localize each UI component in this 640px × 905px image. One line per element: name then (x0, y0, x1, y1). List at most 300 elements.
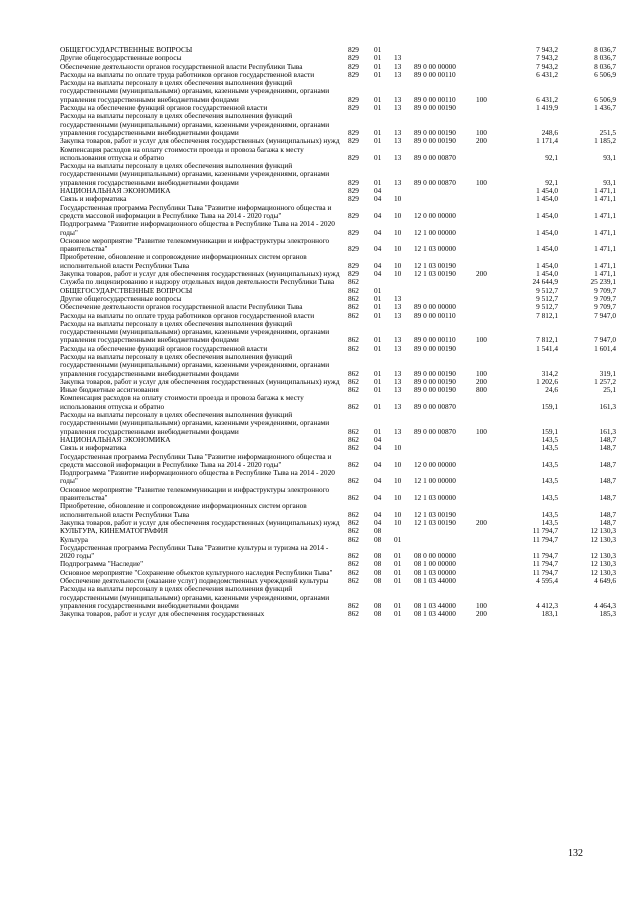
row-amount-year-1: 1 454,0 (536, 269, 558, 279)
row-expense-type-code: 100 (476, 600, 487, 610)
row-amount-year-2: 148,7 (599, 476, 616, 486)
row-target-article-code (414, 46, 476, 54)
row-amount-year-2: 148,7 (599, 459, 616, 469)
row-amount-year-2: 93,1 (603, 177, 616, 187)
row-expense-type-code (476, 295, 500, 303)
row-amount-year-1: 92,1 (545, 177, 558, 187)
row-target-article-code: 89 0 00 00870 (414, 401, 456, 411)
row-amount-year-1: 7 812,1 (536, 335, 558, 345)
row-amount-year-2: 12 130,3 (590, 526, 616, 536)
row-target-article-code (414, 527, 476, 535)
row-subsection-code: 01 (394, 600, 402, 610)
table-row (60, 353, 616, 378)
row-amount-year-2: 4 649,6 (594, 576, 616, 585)
row-expense-type-code (476, 486, 500, 503)
row-amount-year-1: 248,6 (541, 127, 558, 137)
row-ved-code: 862 (348, 385, 359, 395)
row-name: Расходы на выплаты персоналу в целях обеспечения выполнения функций государственными (муниципальными) органами, казенными учреждениями, органами управления государственными внебюджетными фондами (60, 584, 330, 610)
row-target-article-code: 89 0 00 00870 (414, 152, 456, 162)
row-ved-code: 829 (348, 69, 359, 79)
row-target-article-code: 12 1 03 00190 (414, 269, 456, 279)
row-target-article-code: 12 1 00 00000 (414, 476, 456, 486)
row-target-article-code: 89 0 00 00870 (414, 426, 456, 436)
row-target-article-code: 12 0 00 00000 (414, 210, 456, 220)
row-target-article-code (414, 536, 476, 544)
row-amount-year-1: 1 454,0 (536, 227, 558, 237)
row-target-article-code: 08 1 03 44000 (414, 600, 456, 610)
row-section-code: 01 (374, 368, 382, 378)
row-expense-type-code (476, 146, 500, 163)
row-name: Основное мероприятие "Развитие телекоммуникации и инфраструктуры электронного правительства" (60, 484, 330, 503)
row-amount-year-2: 185,3 (599, 609, 616, 619)
row-target-article-code: 12 1 03 00000 (414, 244, 456, 254)
row-amount-year-2: 1 257,2 (594, 376, 616, 386)
row-section-code: 04 (374, 210, 382, 220)
table-row (60, 220, 616, 237)
row-section-code: 04 (374, 227, 382, 237)
row-expense-type-code (476, 394, 500, 411)
row-amount-year-2: 1 471,1 (594, 260, 616, 270)
row-amount-year-2: 319,1 (599, 368, 616, 378)
row-name: Расходы на выплаты персоналу в целях обеспечения выполнения функций государственными (муниципальными) органами, казенными учреждениями, органами управления государственными внебюджетными фондами (60, 351, 330, 378)
row-target-article-code: 12 1 03 00190 (414, 517, 456, 527)
row-name: Иные бюджетные ассигнования (60, 385, 159, 395)
row-expense-type-code: 100 (476, 335, 487, 345)
row-target-article-code (414, 195, 476, 203)
row-ved-code: 829 (348, 194, 359, 204)
row-amount-year-2: 7 947,0 (594, 310, 616, 320)
table-row (60, 453, 616, 470)
row-amount-year-1: 1 202,6 (536, 376, 558, 386)
row-amount-year-1: 183,1 (541, 609, 558, 619)
row-subsection-code: 13 (394, 69, 402, 79)
row-amount-year-1: 143,5 (541, 493, 558, 503)
row-amount-year-1: 143,5 (541, 434, 558, 444)
row-amount-year-2: 8 036,7 (594, 45, 616, 54)
row-subsection-code: 10 (394, 260, 402, 270)
row-amount-year-2: 12 130,3 (590, 551, 616, 561)
row-expense-type-code: 200 (476, 609, 487, 619)
row-target-article-code: 12 1 03 00190 (414, 260, 456, 270)
row-amount-year-1: 4 412,3 (536, 600, 558, 610)
row-amount-year-1: 6 431,2 (536, 69, 558, 79)
row-subsection-code: 13 (394, 385, 402, 395)
table-row (60, 610, 616, 618)
budget-table-body (60, 46, 616, 618)
row-ved-code: 862 (348, 293, 359, 303)
row-subsection-code: 13 (394, 368, 402, 378)
row-ved-code: 862 (348, 335, 359, 345)
row-subsection-code: 01 (394, 559, 402, 569)
table-row (60, 204, 616, 221)
row-subsection-code: 10 (394, 244, 402, 254)
row-amount-year-1: 11 794,7 (532, 567, 558, 577)
row-amount-year-1: 11 794,7 (532, 534, 558, 544)
row-expense-type-code: 100 (476, 426, 487, 436)
row-expense-type-code (476, 204, 500, 221)
row-target-article-code (414, 287, 476, 295)
row-ved-code: 862 (348, 534, 359, 544)
row-subsection-code: 13 (394, 426, 402, 436)
row-target-article-code: 89 0 00 00190 (414, 136, 456, 146)
row-section-code: 01 (374, 127, 382, 137)
row-subsection-code: 13 (394, 335, 402, 345)
row-section-code: 08 (374, 559, 382, 569)
row-subsection-code: 13 (394, 401, 402, 411)
row-expense-type-code (476, 569, 500, 577)
row-subsection-code: 13 (394, 152, 402, 162)
row-subsection-code: 10 (394, 459, 402, 469)
table-row (60, 502, 616, 519)
row-target-article-code: 08 1 03 44000 (414, 576, 456, 585)
row-amount-year-1: 143,5 (541, 459, 558, 469)
row-section-code: 08 (374, 600, 382, 610)
row-section-code: 01 (374, 401, 382, 411)
row-ved-code: 829 (348, 136, 359, 146)
row-name: Обеспечение деятельности органов государственной власти Республики Тыва (60, 61, 303, 71)
row-ved-code: 862 (348, 459, 359, 469)
row-expense-type-code (476, 54, 500, 62)
row-ved-code: 862 (348, 609, 359, 619)
row-amount-year-2: 1 185,2 (594, 136, 616, 146)
row-target-article-code: 89 0 00 00190 (414, 368, 456, 378)
row-name: Расходы на выплаты по оплате труда работников органов государственной власти (60, 69, 315, 79)
row-amount-year-2: 4 464,3 (594, 600, 616, 610)
row-name: Расходы на выплаты персоналу в целях обеспечения выполнения функций государственными (муниципальными) органами, казенными учреждениями, органами управления государственными внебюджетными фондами (60, 318, 330, 345)
row-amount-year-2: 251,5 (599, 127, 616, 137)
row-name: ОБЩЕГОСУДАРСТВЕННЫЕ ВОПРОСЫ (60, 45, 193, 54)
row-ved-code: 829 (348, 227, 359, 237)
row-name: НАЦИОНАЛЬНАЯ ЭКОНОМИКА (60, 434, 171, 444)
row-expense-type-code (476, 104, 500, 112)
row-target-article-code (414, 187, 476, 195)
row-amount-year-2: 1 471,1 (594, 194, 616, 204)
row-section-code: 01 (374, 94, 382, 104)
row-ved-code: 862 (348, 600, 359, 610)
row-amount-year-1: 4 595,4 (536, 576, 558, 585)
row-section-code: 01 (374, 152, 382, 162)
row-expense-type-code (476, 444, 500, 452)
row-ved-code: 862 (348, 526, 359, 536)
table-row (60, 411, 616, 436)
row-subsection-code: 10 (394, 269, 402, 279)
row-expense-type-code (476, 453, 500, 470)
row-expense-type-code (476, 237, 500, 254)
row-amount-year-1: 7 812,1 (536, 310, 558, 320)
row-amount-year-1: 24 644,9 (532, 277, 558, 287)
row-ved-code: 829 (348, 177, 359, 187)
row-section-code: 01 (374, 302, 382, 312)
row-amount-year-2: 7 947,0 (594, 335, 616, 345)
row-target-article-code: 89 0 00 00190 (414, 376, 456, 386)
table-row (60, 79, 616, 104)
row-amount-year-1: 6 431,2 (536, 94, 558, 104)
table-row (60, 187, 616, 195)
row-ved-code: 829 (348, 127, 359, 137)
row-amount-year-1: 7 943,2 (536, 53, 558, 63)
row-name: Закупка товаров, работ и услуг для обеспечения государственных (60, 609, 265, 619)
row-amount-year-1: 7 943,2 (536, 45, 558, 54)
row-ved-code: 829 (348, 186, 359, 196)
row-target-article-code: 08 1 03 00000 (414, 567, 456, 577)
row-section-code: 08 (374, 567, 382, 577)
row-ved-code: 862 (348, 443, 359, 453)
row-ved-code: 862 (348, 368, 359, 378)
row-amount-year-2: 9 709,7 (594, 293, 616, 303)
row-ved-code: 862 (348, 426, 359, 436)
row-subsection-code: 10 (394, 227, 402, 237)
row-target-article-code: 89 0 00 00110 (414, 310, 456, 320)
row-subsection-code: 13 (394, 302, 402, 312)
row-amount-year-1: 1 171,4 (536, 136, 558, 146)
row-expense-type-code (476, 536, 500, 544)
row-subsection-code: 10 (394, 194, 402, 204)
row-expense-type-code (476, 195, 500, 203)
table-row (60, 469, 616, 486)
row-target-article-code: 08 0 00 00000 (414, 551, 456, 561)
row-ved-code: 862 (348, 434, 359, 444)
row-name: Подпрограмма "Наследие" (60, 559, 144, 569)
row-section-code: 04 (374, 517, 382, 527)
row-expense-type-code (476, 253, 500, 270)
budget-table (60, 46, 616, 618)
row-section-code: 01 (374, 53, 382, 63)
row-amount-year-2: 1 471,1 (594, 227, 616, 237)
row-name: КУЛЬТУРА, КИНЕМАТОГРАФИЯ (60, 526, 168, 536)
row-expense-type-code (476, 560, 500, 568)
row-subsection-code: 01 (394, 551, 402, 561)
row-expense-type-code: 800 (476, 385, 487, 395)
row-amount-year-1: 1 454,0 (536, 210, 558, 220)
row-target-article-code (414, 278, 476, 286)
row-subsection-code: 01 (394, 534, 402, 544)
row-name: Обеспечение деятельности органов государственной власти Республики Тыва (60, 302, 303, 312)
row-name: Закупка товаров, работ и услуг для обеспечения государственных (муниципальных) нужд (60, 376, 340, 386)
row-target-article-code: 89 0 00 00110 (414, 69, 456, 79)
row-subsection-code: 13 (394, 343, 402, 353)
row-section-code: 01 (374, 103, 382, 113)
row-ved-code: 829 (348, 53, 359, 63)
row-target-article-code: 89 0 00 00190 (414, 103, 456, 113)
row-target-article-code: 12 1 03 00000 (414, 493, 456, 503)
row-name: Приобретение, обновление и сопровождение информационных систем органов исполнительной власти Республики Тыва (60, 501, 307, 519)
row-amount-year-1: 1 454,0 (536, 194, 558, 204)
row-section-code: 08 (374, 609, 382, 619)
row-amount-year-1: 143,5 (541, 443, 558, 453)
row-ved-code: 829 (348, 94, 359, 104)
table-row (60, 544, 616, 561)
row-ved-code: 862 (348, 576, 359, 585)
row-subsection-code (394, 278, 414, 286)
row-section-code: 01 (374, 385, 382, 395)
row-target-article-code: 12 1 00 00000 (414, 227, 456, 237)
row-section-code: 01 (374, 343, 382, 353)
row-subsection-code: 13 (394, 177, 402, 187)
row-ved-code: 862 (348, 277, 359, 287)
row-ved-code: 862 (348, 559, 359, 569)
row-amount-year-2: 148,7 (599, 517, 616, 527)
row-amount-year-1: 92,1 (545, 152, 558, 162)
row-amount-year-2: 1 471,1 (594, 186, 616, 196)
row-section-code: 04 (374, 260, 382, 270)
row-expense-type-code: 100 (476, 368, 487, 378)
row-amount-year-2: 6 506,9 (594, 69, 616, 79)
row-expense-type-code: 200 (476, 517, 487, 527)
row-subsection-code: 01 (394, 609, 402, 619)
row-expense-type-code (476, 187, 500, 195)
row-section-code: 08 (374, 534, 382, 544)
row-ved-code: 862 (348, 493, 359, 503)
row-name: Основное мероприятие "Сохранение объектов культурного наследия Республики Тыва" (60, 567, 333, 577)
row-section-code: 08 (374, 551, 382, 561)
table-row (60, 436, 616, 444)
row-section-code: 01 (374, 69, 382, 79)
row-expense-type-code: 100 (476, 94, 487, 104)
row-expense-type-code (476, 544, 500, 561)
table-row (60, 112, 616, 137)
row-section-code: 04 (374, 459, 382, 469)
row-amount-year-1: 9 512,7 (536, 302, 558, 312)
row-amount-year-2: 148,7 (599, 434, 616, 444)
table-row (60, 320, 616, 345)
row-name: Расходы на выплаты персоналу в целях обеспечения выполнения функций государственными (муниципальными) органами, казенными учреждениями, органами управления государственными внебюджетными фондами (60, 78, 330, 104)
row-amount-year-1: 159,1 (541, 426, 558, 436)
row-section-code: 01 (374, 335, 382, 345)
row-expense-type-code (476, 46, 500, 54)
row-expense-type-code: 200 (476, 136, 487, 146)
row-subsection-code: 10 (394, 509, 402, 519)
table-row (60, 394, 616, 411)
row-subsection-code: 13 (394, 103, 402, 113)
row-amount-year-2: 6 506,9 (594, 94, 616, 104)
row-name: Государственная программа Республики Тыва "Развитие культуры и туризма на 2014 - 2020 годы" (60, 542, 329, 561)
row-ved-code: 862 (348, 567, 359, 577)
row-expense-type-code (476, 502, 500, 519)
table-row (60, 146, 616, 163)
row-amount-year-1: 9 512,7 (536, 285, 558, 295)
row-amount-year-1: 7 943,2 (536, 61, 558, 71)
row-name: Компенсация расходов на оплату стоимости проезда и провоза багажа к месту использования отпуска и обратно (60, 393, 304, 411)
row-amount-year-2: 148,7 (599, 509, 616, 519)
table-row (60, 237, 616, 254)
row-subsection-code: 13 (394, 376, 402, 386)
row-expense-type-code: 100 (476, 177, 487, 187)
row-expense-type-code (476, 287, 500, 295)
row-ved-code: 862 (348, 551, 359, 561)
row-target-article-code: 08 1 03 44000 (414, 609, 456, 619)
row-amount-year-2: 1 471,1 (594, 210, 616, 220)
row-expense-type-code (476, 469, 500, 486)
row-ved-code: 829 (348, 260, 359, 270)
table-row (60, 585, 616, 610)
row-amount-year-2: 8 036,7 (594, 53, 616, 63)
row-amount-year-2: 148,7 (599, 443, 616, 453)
row-name: Приобретение, обновление и сопровождение информационных систем органов исполнительной власти Республики Тыва (60, 252, 307, 270)
row-target-article-code (414, 444, 476, 452)
row-name: Связь и информатика (60, 194, 127, 204)
row-amount-year-2: 161,3 (599, 401, 616, 411)
row-subsection-code: 13 (394, 293, 402, 303)
row-ved-code: 862 (348, 476, 359, 486)
row-amount-year-2: 12 130,3 (590, 534, 616, 544)
row-name: Компенсация расходов на оплату стоимости проезда и провоза багажа к месту использования отпуска и обратно (60, 144, 304, 162)
row-target-article-code: 12 1 03 00190 (414, 509, 456, 519)
row-name: Культура (60, 534, 88, 544)
row-name: Другие общегосударственные вопросы (60, 293, 182, 303)
row-ved-code: 829 (348, 152, 359, 162)
row-expense-type-code (476, 220, 500, 237)
row-name: Расходы на выплаты по оплате труда работников органов государственной власти (60, 310, 315, 320)
row-name: Основное мероприятие "Развитие телекоммуникации и инфраструктуры электронного правительства" (60, 235, 330, 254)
row-subsection-code: 13 (394, 61, 402, 71)
row-name: Подпрограмма "Развитие информационного общества в Республике Тыва на 2014 - 2020 годы" (60, 468, 335, 486)
row-section-code: 04 (374, 493, 382, 503)
row-ved-code: 862 (348, 517, 359, 527)
row-ved-code: 829 (348, 61, 359, 71)
row-name: НАЦИОНАЛЬНАЯ ЭКОНОМИКА (60, 186, 171, 196)
row-amount-year-2: 8 036,7 (594, 61, 616, 71)
row-name: Подпрограмма "Развитие информационного общества в Республике Тыва на 2014 - 2020 годы" (60, 219, 335, 237)
row-section-code: 04 (374, 186, 382, 196)
row-amount-year-1: 1 454,0 (536, 244, 558, 254)
row-section-code: 04 (374, 244, 382, 254)
row-amount-year-1: 1 419,9 (536, 103, 558, 113)
row-expense-type-code (476, 312, 500, 320)
row-ved-code: 829 (348, 269, 359, 279)
row-amount-year-2: 1 471,1 (594, 244, 616, 254)
row-name: Закупка товаров, работ и услуг для обеспечения государственных (муниципальных) нужд (60, 269, 340, 279)
row-name: Другие общегосударственные вопросы (60, 53, 182, 63)
row-amount-year-2: 148,7 (599, 493, 616, 503)
row-name: Государственная программа Республики Тыва "Развитие информационного общества и средств массовой информации в Республике Тыва на 2014 - 2020 годы" (60, 451, 332, 469)
row-name: Государственная программа Республики Тыва "Развитие информационного общества и средств массовой информации в Республике Тыва на 2014 - 2020 годы" (60, 202, 332, 220)
row-amount-year-2: 12 130,3 (590, 567, 616, 577)
row-section-code: 04 (374, 434, 382, 444)
row-ved-code: 829 (348, 103, 359, 113)
row-subsection-code: 01 (394, 576, 402, 585)
row-ved-code: 862 (348, 401, 359, 411)
row-subsection-code: 10 (394, 493, 402, 503)
table-row (60, 253, 616, 270)
row-ved-code: 862 (348, 285, 359, 295)
row-target-article-code: 08 1 00 00000 (414, 559, 456, 569)
row-subsection-code: 01 (394, 567, 402, 577)
row-amount-year-2: 1 436,7 (594, 103, 616, 113)
row-name: Служба по лицензированию и надзору отдельных видов деятельности Республики Тыва (60, 277, 335, 287)
row-amount-year-2: 161,3 (599, 426, 616, 436)
row-expense-type-code (476, 63, 500, 71)
row-section-code: 01 (374, 426, 382, 436)
row-section-code: 04 (374, 509, 382, 519)
row-amount-year-1: 314,2 (541, 368, 558, 378)
row-name: Расходы на обеспечение функций органов государственной власти (60, 343, 268, 353)
row-section-code: 01 (374, 61, 382, 71)
row-target-article-code: 12 0 00 00000 (414, 459, 456, 469)
row-ved-code: 829 (348, 45, 359, 54)
row-amount-year-2: 93,1 (603, 152, 616, 162)
row-name: Расходы на обеспечение функций органов государственной власти (60, 103, 268, 113)
row-section-code: 04 (374, 269, 382, 279)
table-row (60, 486, 616, 503)
table-row (60, 162, 616, 187)
page-number: 132 (568, 848, 583, 859)
row-name: Закупка товаров, работ и услуг для обеспечения государственных (муниципальных) нужд (60, 136, 340, 146)
row-ved-code: 829 (348, 210, 359, 220)
row-amount-year-2: 25 239,1 (590, 277, 616, 287)
row-subsection-code: 10 (394, 476, 402, 486)
row-section-code: 01 (374, 293, 382, 303)
row-subsection-code: 10 (394, 210, 402, 220)
